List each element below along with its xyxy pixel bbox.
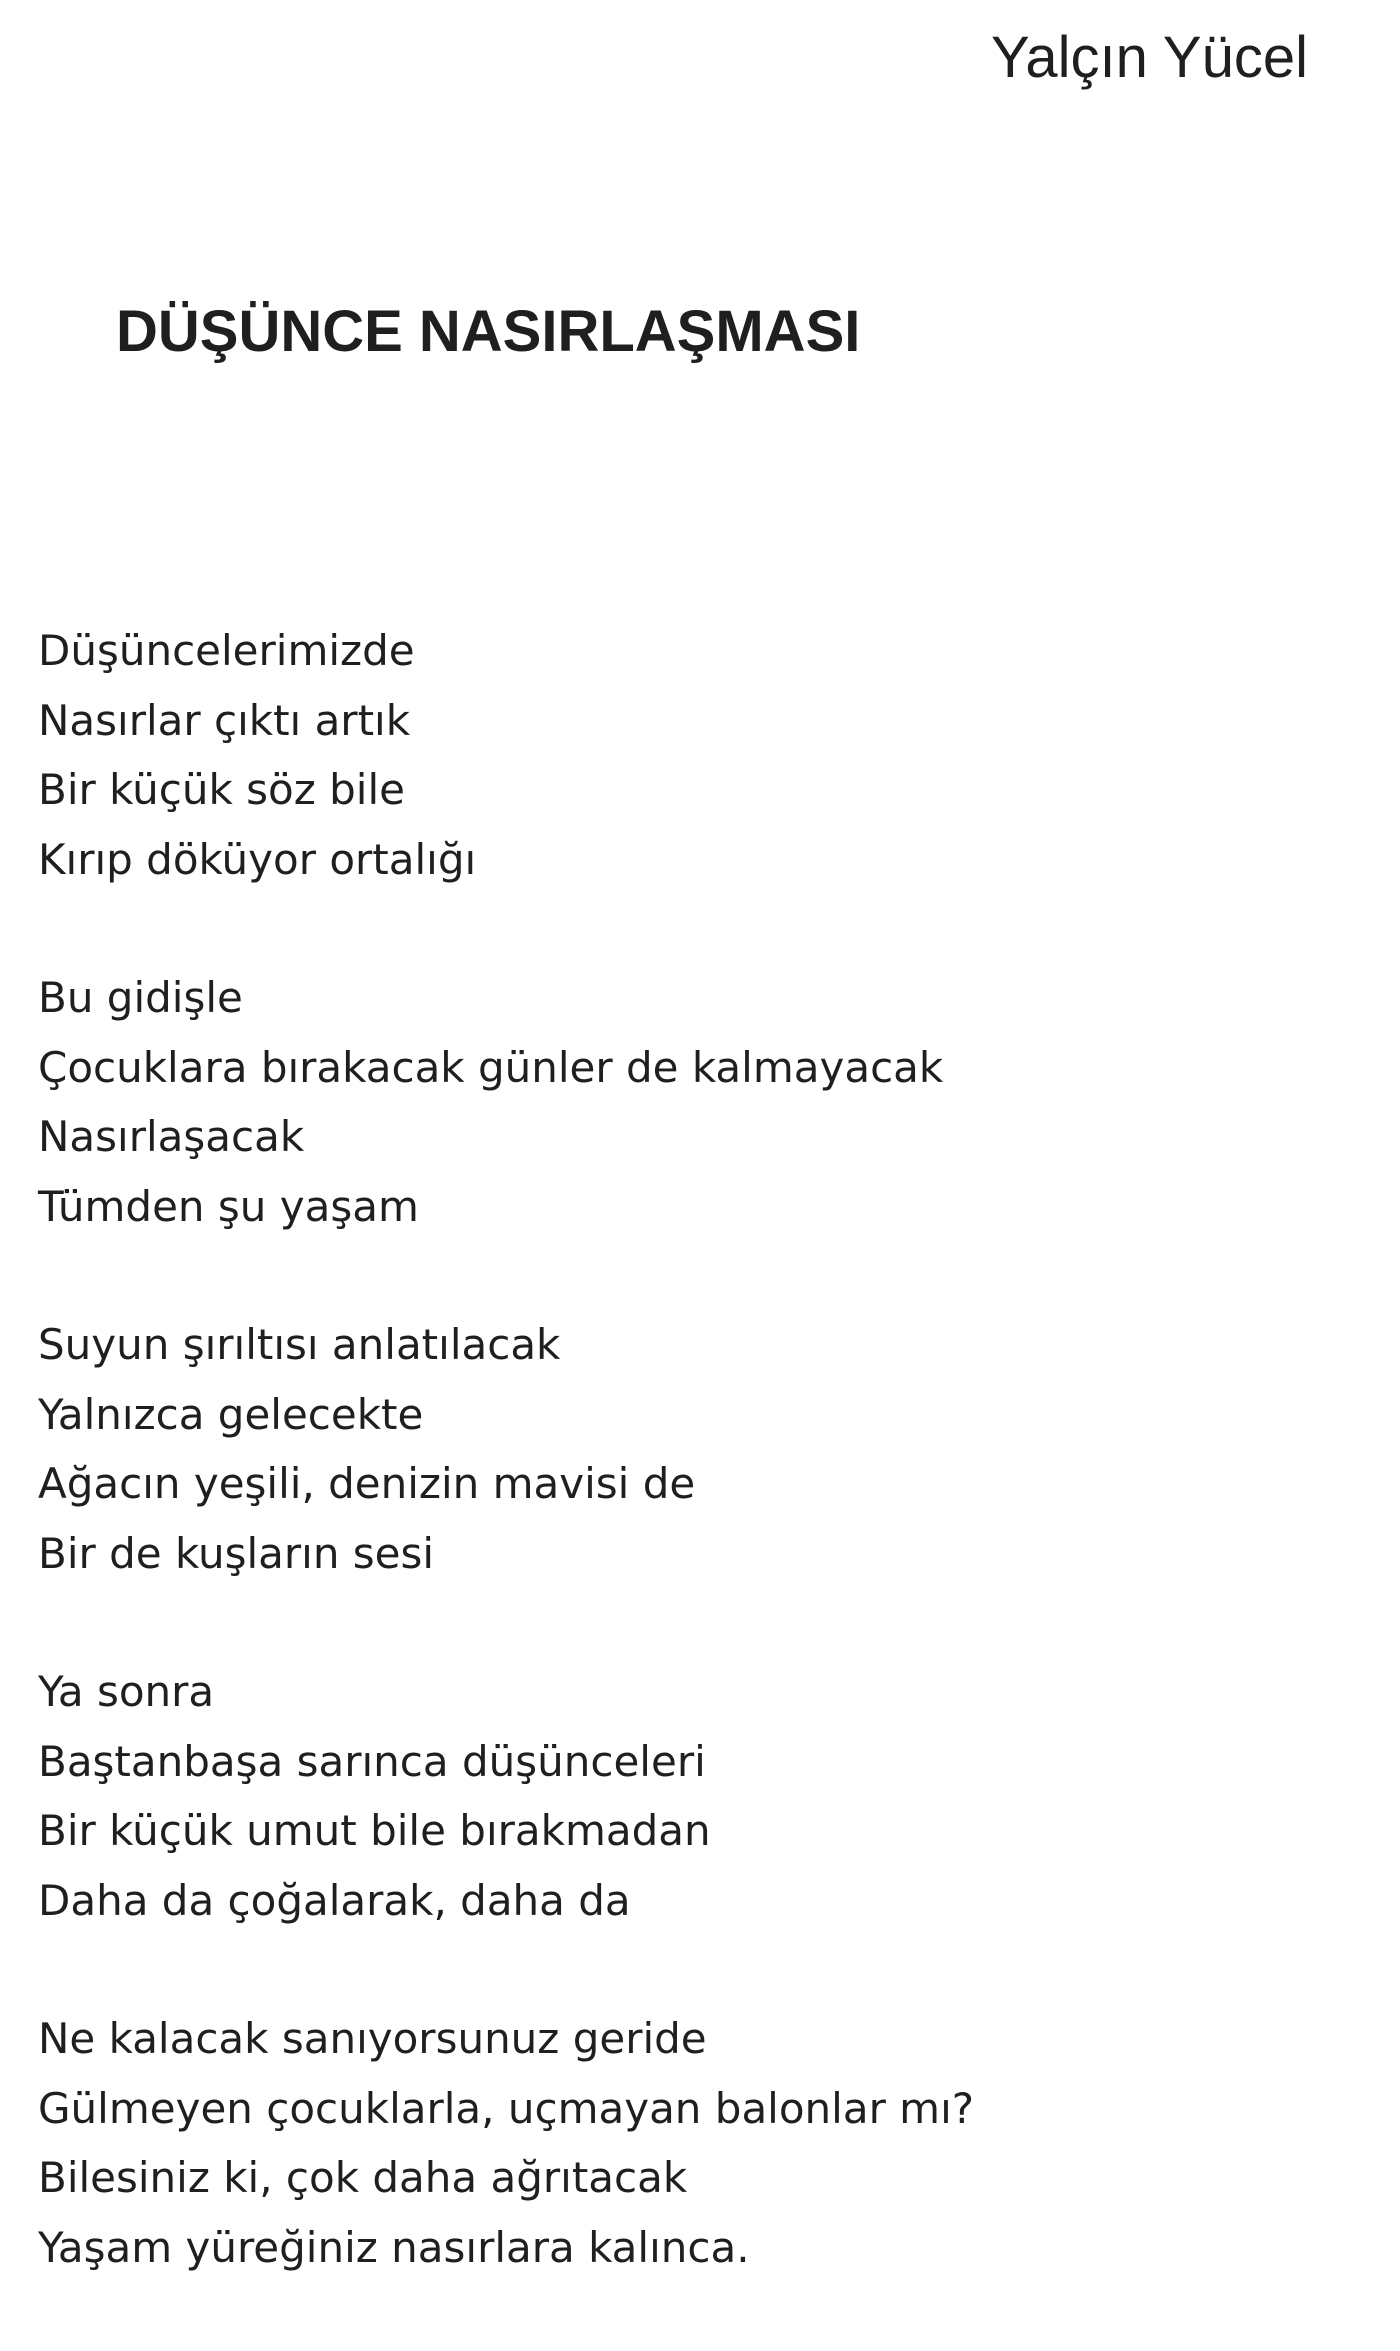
poem-line: Ne kalacak sanıyorsunuz geride bbox=[38, 2014, 707, 2063]
poem-line: Çocuklara bırakacak günler de kalmayacak bbox=[38, 1042, 944, 1092]
poem-line: Yalnızca gelecekte bbox=[38, 1389, 424, 1439]
stanza bbox=[38, 1657, 974, 1935]
poem-line: Bir küçük söz bile bbox=[38, 765, 405, 814]
poem-line: Bilesiniz ki, çok daha ağrıtacak bbox=[38, 2153, 688, 2202]
poem-body bbox=[38, 616, 974, 2351]
poem-line: Bir de kuşların sesi bbox=[38, 1528, 435, 1578]
stanza bbox=[38, 963, 974, 1241]
poem-line: Ağacın yeşili, denizin mavisi de bbox=[38, 1459, 696, 1508]
poem-line: Bu gidişle bbox=[38, 973, 243, 1022]
poem-line: Ya sonra bbox=[38, 1667, 215, 1716]
poem-line: Bir küçük umut bile bırakmadan bbox=[38, 1806, 711, 1855]
poem-line: Baştanbaşa sarınca düşünceleri bbox=[38, 1736, 706, 1786]
stanza bbox=[38, 1310, 974, 1588]
poem-line: Düşüncelerimizde bbox=[38, 626, 415, 675]
poem-line: Kırıp döküyor ortalığı bbox=[38, 834, 477, 884]
author-name: Yalçın Yücel bbox=[990, 25, 1308, 90]
poem-line: Nasırlaşacak bbox=[38, 1112, 305, 1161]
poem-line: Gülmeyen çocuklarla, uçmayan balonlar mı? bbox=[38, 2083, 975, 2133]
stanza bbox=[38, 616, 974, 894]
poem-line: Yaşam yüreğiniz nasırlara kalınca. bbox=[38, 2222, 750, 2272]
poem-title: DÜŞÜNCE NASIRLAŞMASI bbox=[116, 299, 861, 364]
poem-line: Nasırlar çıktı artık bbox=[38, 695, 411, 745]
poem-line: Suyun şırıltısı anlatılacak bbox=[38, 1320, 561, 1369]
poem-line: Daha da çoğalarak, daha da bbox=[38, 1875, 631, 1925]
poem-line: Tümden şu yaşam bbox=[38, 1181, 419, 1231]
stanza bbox=[38, 2004, 974, 2282]
